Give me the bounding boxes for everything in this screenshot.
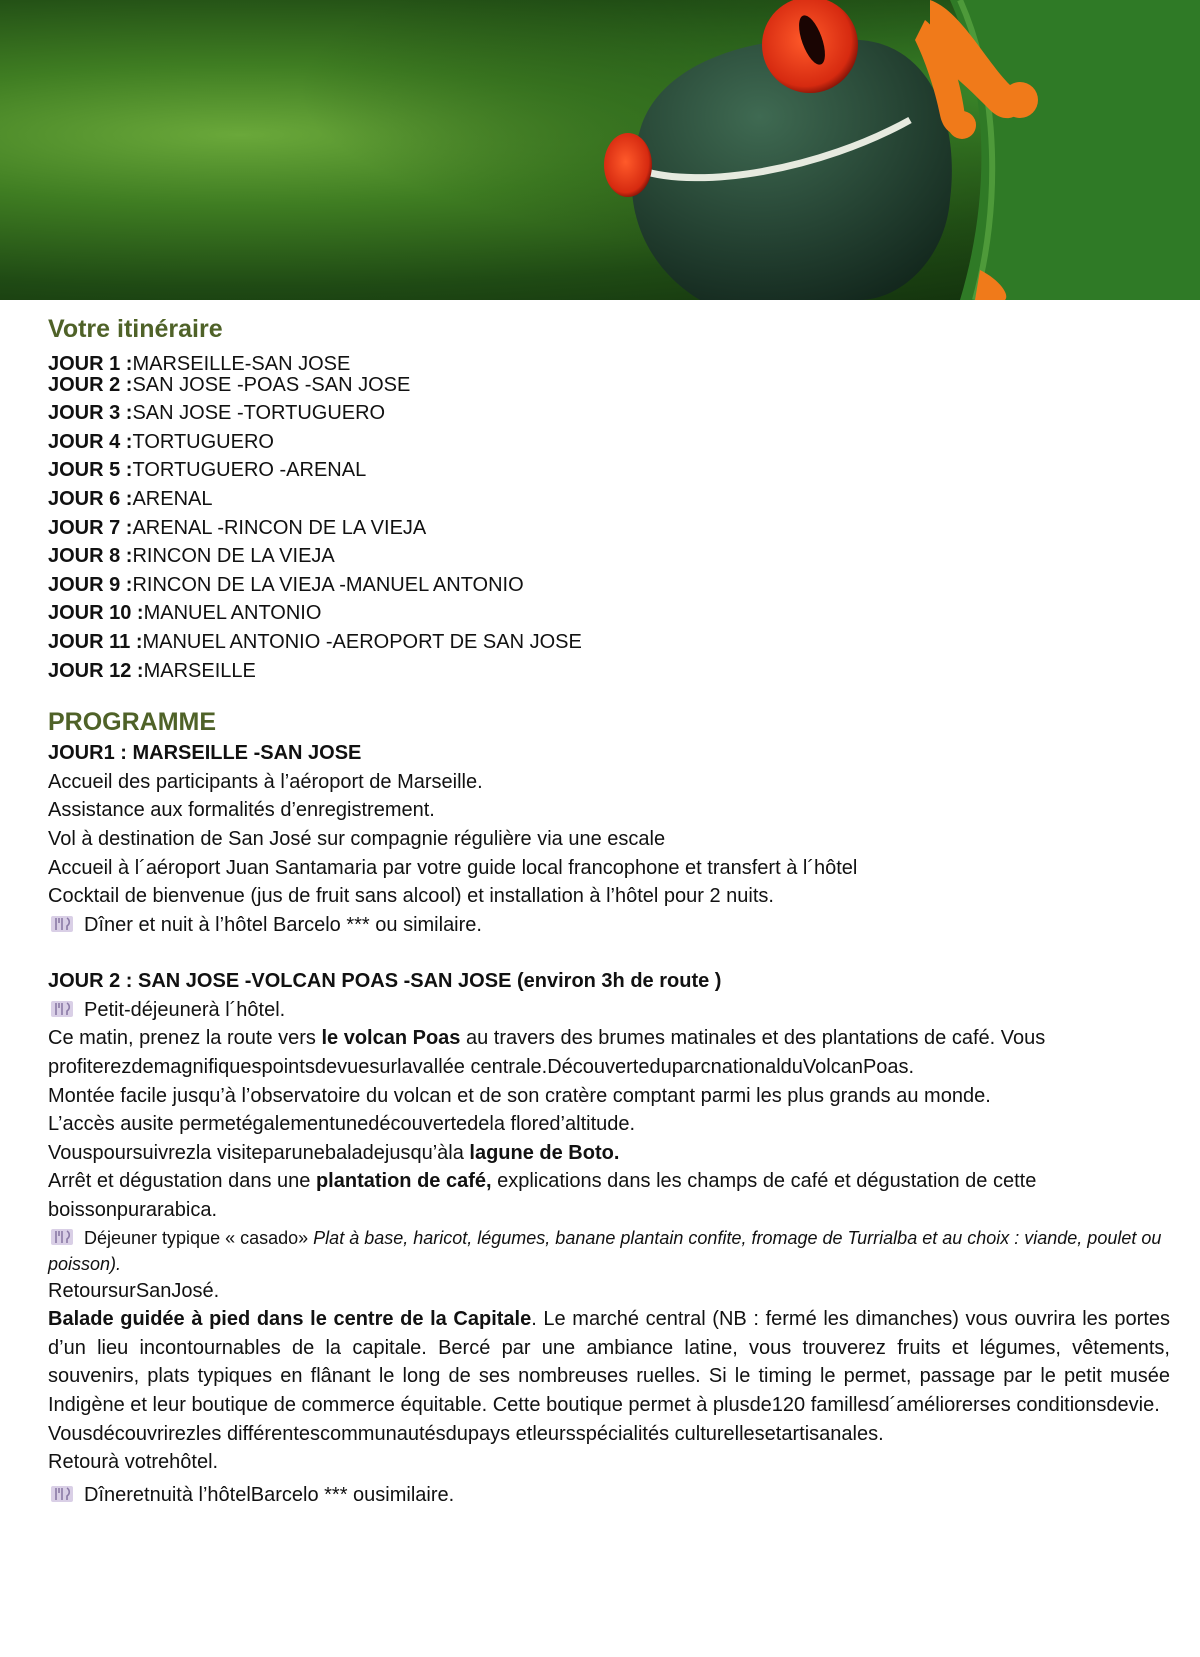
itinerary-day: JOUR 11 :MANUEL ANTONIO -AEROPORT DE SAN JOSE: [48, 630, 582, 653]
itinerary-day: JOUR 6 :ARENAL: [48, 487, 213, 510]
itinerary-day: JOUR 1 :MARSEILLE-SAN JOSE: [48, 353, 351, 375]
itinerary-day: JOUR 9 :RINCON DE LA VIEJA -MANUEL ANTONIO: [48, 573, 524, 596]
programme-day2: [48, 967, 1170, 1509]
meal-icon: [50, 999, 74, 1019]
day2-paragraph: Retourà votrehôtel.: [48, 1451, 219, 1474]
day1-line: Vol à destination de San José sur compagnie régulière via une escale: [48, 827, 666, 850]
programme-day1: [48, 739, 1170, 939]
day2-paragraph: Arrêt et dégustation dans une plantation de café, explications dans les champs de café et dégustation de cette boissonpurarabica.: [48, 1170, 1037, 1222]
itinerary-day: JOUR 7 :ARENAL -RINCON DE LA VIEJA: [48, 516, 427, 539]
hero-banner: [0, 0, 1200, 300]
itinerary-list: [48, 350, 1170, 685]
day2-lunch: Déjeuner typique « casado» Plat à base, haricot, légumes, banane plantain confite, fromage de Turrialba et au choix : viande, poulet ou poisson).: [48, 1227, 1162, 1274]
day2-paragraph: RetoursurSanJosé.: [48, 1279, 220, 1302]
itinerary-day: JOUR 5 :TORTUGUERO -ARENAL: [48, 459, 367, 482]
itinerary-day: JOUR 8 :RINCON DE LA VIEJA: [48, 545, 335, 568]
day2-paragraph: Montée facile jusqu’à l’observatoire du volcan et de son cratère comptant parmi les plus grands au monde.: [48, 1084, 991, 1107]
programme-title: PROGRAMME: [48, 708, 217, 737]
day1-line: Accueil à l´aéroport Juan Santamaria par votre guide local francophone et transfert à l´hôtel: [48, 856, 858, 879]
day1-line: Assistance aux formalités d’enregistrement.: [48, 799, 435, 822]
day2-paragraph: Vousdécouvrirezles différentescommunautésdupays etleursspécialités culturellesetartisanales.: [48, 1422, 884, 1445]
day1-line: Cocktail de bienvenue (jus de fruit sans alcool) et installation à l’hôtel pour 2 nuits.: [48, 885, 774, 908]
day2-paragraph: Balade guidée à pied dans le centre de la Capitale. Le marché central (NB : fermé les dimanches) vous ouvrira les portes d’un lieu incontournables de la capitale. Bercé par une ambiance latine, vous trouverez fruits et légumes, vêtements, souvenirs, plats typiques en flânant le long de ses nombreuses ruelles. Si le timing le permet, passage par le petit musée Indigène et leur boutique de commerce équitable. Cette boutique permet à plusde120 famillesd´améliorerses conditionsdevie.: [48, 1308, 1170, 1416]
day2-paragraph: Vouspoursuivrezla visiteparunebaladejusqu’àla lagune de Boto.: [48, 1141, 620, 1164]
itinerary-day: JOUR 2 :SAN JOSE -POAS -SAN JOSE: [48, 373, 411, 396]
day1-heading: JOUR1 : MARSEILLE -SAN JOSE: [48, 742, 362, 765]
day2-paragraph: Ce matin, prenez la route vers le volcan Poas au travers des brumes matinales et des plantations de café. Vous profiterezdemagnifiquespointsdevuesurlavallée centrale.DécouverteduparcnationalduVolcanPoas.: [48, 1027, 1046, 1079]
day1-meal: Dîner et nuit à l’hôtel Barcelo *** ou similaire.: [48, 911, 1170, 940]
itinerary-day: JOUR 10 :MANUEL ANTONIO: [48, 602, 322, 625]
day2-breakfast: Petit-déjeunerà l´hôtel.: [48, 996, 1170, 1025]
itinerary-day: JOUR 3 :SAN JOSE -TORTUGUERO: [48, 402, 386, 425]
day1-line: Accueil des participants à l’aéroport de Marseille.: [48, 770, 483, 793]
day2-dinner: Dîneretnuità l’hôtelBarcelo *** ousimilaire.: [48, 1481, 1170, 1510]
day2-heading: JOUR 2 : SAN JOSE -VOLCAN POAS -SAN JOSE (environ 3h de route ): [48, 970, 722, 993]
itinerary-title: Votre itinéraire: [48, 315, 223, 343]
red-eyed-tree-frog-illustration: [0, 0, 1200, 300]
meal-icon: [50, 914, 74, 934]
meal-icon: [50, 1484, 74, 1504]
itinerary-day: JOUR 12 :MARSEILLE: [48, 659, 256, 682]
document-body: [48, 300, 1170, 1509]
day2-paragraph: L’accès ausite permetégalementunedécouvertedela flored’altitude.: [48, 1113, 636, 1136]
itinerary-day: JOUR 4 :TORTUGUERO: [48, 430, 274, 453]
meal-icon: [50, 1227, 74, 1247]
